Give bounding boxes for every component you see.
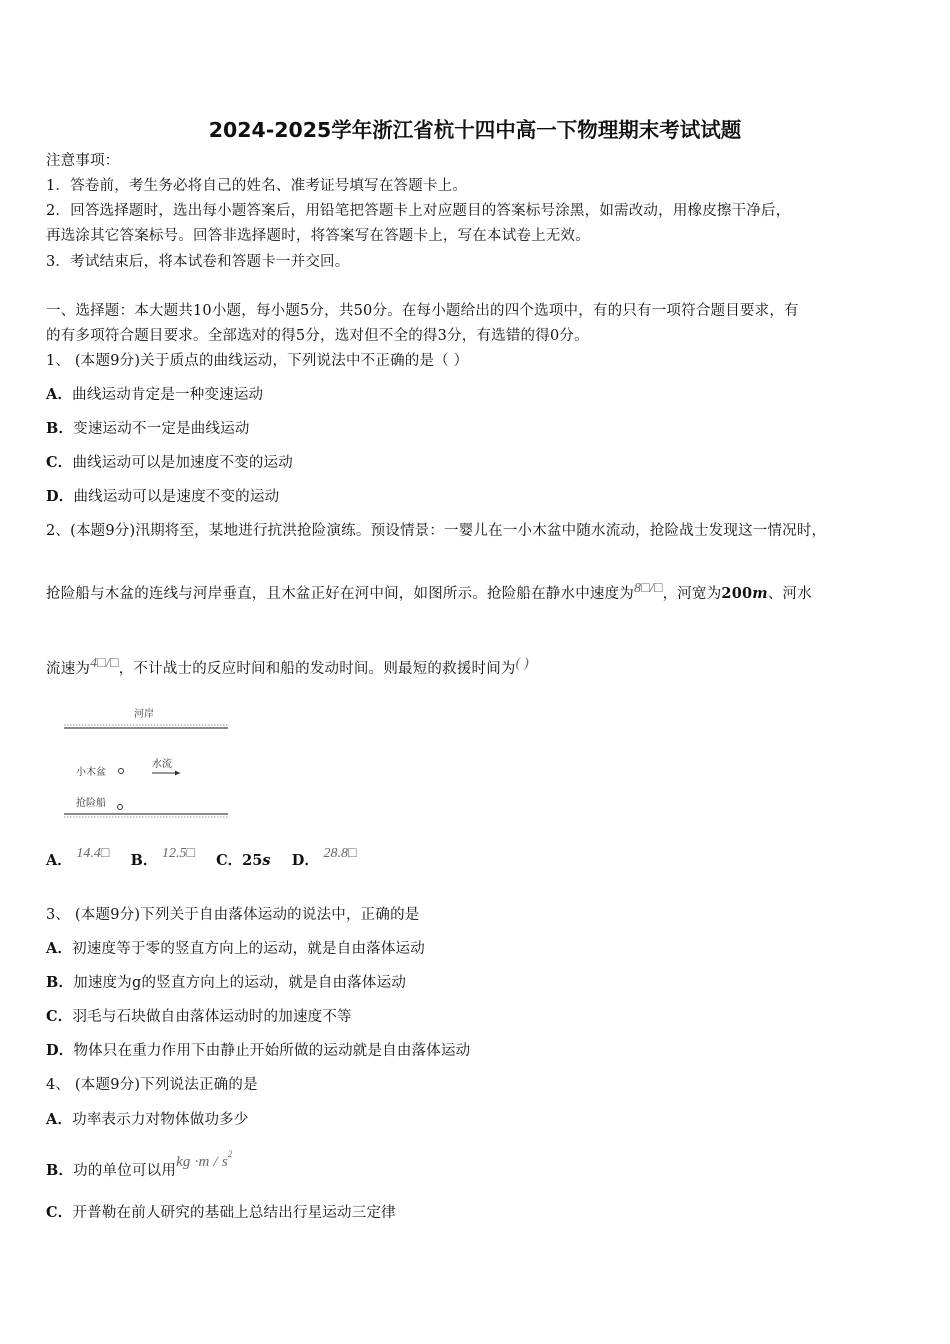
option-text: 开普勒在前人研究的基础上总结出行星运动三定律 bbox=[72, 1205, 396, 1221]
flow-label: 水流 bbox=[152, 759, 172, 770]
q2-stem-line-2 bbox=[46, 581, 812, 604]
option-label: B． bbox=[46, 974, 74, 991]
boat-label: 抢险船 bbox=[76, 798, 106, 809]
q2-option-c-value: 25 bbox=[242, 852, 263, 869]
q1-option-a bbox=[46, 386, 263, 404]
q4-option-b bbox=[46, 1149, 233, 1180]
notice-item-2-cont: 再选涂其它答案标号。回答非选择题时，将答案写在答题卡上，写在本试卷上无效。 bbox=[46, 228, 590, 244]
q2-text: 流速为 bbox=[46, 661, 91, 677]
option-label: A． bbox=[46, 386, 73, 403]
option-label: C． bbox=[46, 454, 73, 471]
river-width-value: 200 bbox=[721, 585, 753, 602]
option-label: D． bbox=[46, 488, 74, 505]
page-title: 2024-2025学年浙江省杭十四中高一下物理期末考试试题 bbox=[208, 118, 742, 142]
answer-paren: ( ) bbox=[515, 656, 530, 671]
q2-option-c-unit: s bbox=[262, 852, 271, 869]
basin-marker bbox=[119, 769, 124, 774]
option-text: 加速度为g的竖直方向上的运动，就是自由落体运动 bbox=[73, 975, 407, 991]
option-label: C． bbox=[46, 1008, 73, 1025]
notice-item-3: 3．考试结束后，将本试卷和答题卡一并交回。 bbox=[46, 254, 350, 270]
river-figure bbox=[60, 704, 232, 822]
q2-option-d-value: 28.8□ bbox=[323, 846, 357, 861]
q3-stem: 3、 (本题9分)下列关于自由落体运动的说法中，正确的是 bbox=[46, 907, 420, 923]
option-label: A． bbox=[46, 940, 73, 957]
q3-option-a bbox=[46, 940, 425, 958]
section-intro-line-2: 的有多项符合题目要求。全部选对的得5分，选对但不全的得3分，有选错的得0分。 bbox=[46, 328, 589, 344]
q3-option-d bbox=[46, 1042, 470, 1060]
option-text: 羽毛与石块做自由落体运动时的加速度不等 bbox=[72, 1009, 352, 1025]
option-label: D． bbox=[291, 852, 319, 869]
q2-text: ，不计战士的反应时间和船的发动时间。则最短的救援时间为 bbox=[118, 661, 516, 677]
q2-option-a-value: 14.4□ bbox=[76, 846, 110, 861]
option-text: 物体只在重力作用下由静止开始所做的运动就是自由落体运动 bbox=[73, 1043, 471, 1059]
q2-stem-line-1: 2、(本题9分)汛期将至，某地进行抗洪抢险演练。预设情景：一婴儿在一小木盆中随水流动，抢险战士发现这一情况时， bbox=[46, 523, 827, 539]
flow-arrow-head bbox=[175, 771, 180, 776]
q2-text: 抢险船与木盆的连线与河岸垂直，且木盆正好在河中间，如图所示。抢险船在静水中速度为 bbox=[46, 586, 634, 602]
option-text: 功的单位可以用 bbox=[73, 1162, 177, 1179]
option-label: C． bbox=[46, 1204, 73, 1221]
option-label: C． bbox=[216, 852, 243, 869]
q1-stem: 1、 (本题9分)关于质点的曲线运动，下列说法中不正确的是（ ） bbox=[46, 353, 469, 369]
q2-option-b-value: 12.5□ bbox=[161, 846, 195, 861]
basin-label: 小木盆 bbox=[76, 767, 106, 778]
notice-item-2: 2．回答选择题时，选出每小题答案后，用铅笔把答题卡上对应题目的答案标号涂黑，如需改动，用橡皮擦干净后， bbox=[46, 203, 791, 219]
q4-option-a bbox=[46, 1111, 249, 1129]
option-label: D． bbox=[46, 1042, 74, 1059]
option-text: 曲线运动可以是加速度不变的运动 bbox=[72, 455, 293, 471]
q1-option-d bbox=[46, 488, 279, 506]
notice-heading: 注意事项： bbox=[46, 153, 120, 169]
option-text: 曲线运动肯定是一种变速运动 bbox=[72, 387, 264, 403]
section-intro-line-1: 一、选择题：本大题共10小题，每小题5分，共50分。在每小题给出的四个选项中，有的只有一项符合题目要求，有 bbox=[46, 303, 799, 319]
river-width-unit: m bbox=[752, 585, 768, 602]
option-label: B． bbox=[130, 852, 158, 869]
q2-options bbox=[46, 846, 357, 871]
q3-option-c bbox=[46, 1008, 352, 1026]
q4-option-c bbox=[46, 1204, 396, 1222]
q1-option-c bbox=[46, 454, 293, 472]
option-label: B． bbox=[46, 1161, 74, 1179]
option-text: 初速度等于零的竖直方向上的运动，就是自由落体运动 bbox=[72, 941, 425, 957]
unit-exponent: 2 bbox=[227, 1149, 233, 1159]
boat-marker bbox=[118, 805, 123, 810]
bank-label: 河岸 bbox=[134, 709, 154, 720]
option-label: A． bbox=[46, 852, 72, 869]
option-text: 功率表示力对物体做功多少 bbox=[72, 1112, 249, 1128]
flow-speed-formula: 4□/□ bbox=[90, 656, 119, 671]
q3-option-b bbox=[46, 974, 406, 992]
q4-stem: 4、 (本题9分)下列说法正确的是 bbox=[46, 1077, 258, 1093]
q2-stem-line-3 bbox=[46, 656, 530, 679]
option-text: 曲线运动可以是速度不变的运动 bbox=[73, 489, 280, 505]
notice-item-1: 1．答卷前，考生务必将自己的姓名、准考证号填写在答题卡上。 bbox=[46, 178, 468, 194]
q1-option-b bbox=[46, 420, 250, 438]
q2-text: 、河水 bbox=[767, 586, 812, 602]
option-label: A． bbox=[46, 1111, 73, 1128]
unit-formula: kg ·m / s bbox=[176, 1153, 228, 1170]
speed-formula: 8□/□ bbox=[634, 581, 663, 596]
option-label: B． bbox=[46, 420, 74, 437]
option-text: 变速运动不一定是曲线运动 bbox=[73, 421, 250, 437]
q2-text: ，河宽为 bbox=[662, 586, 722, 602]
